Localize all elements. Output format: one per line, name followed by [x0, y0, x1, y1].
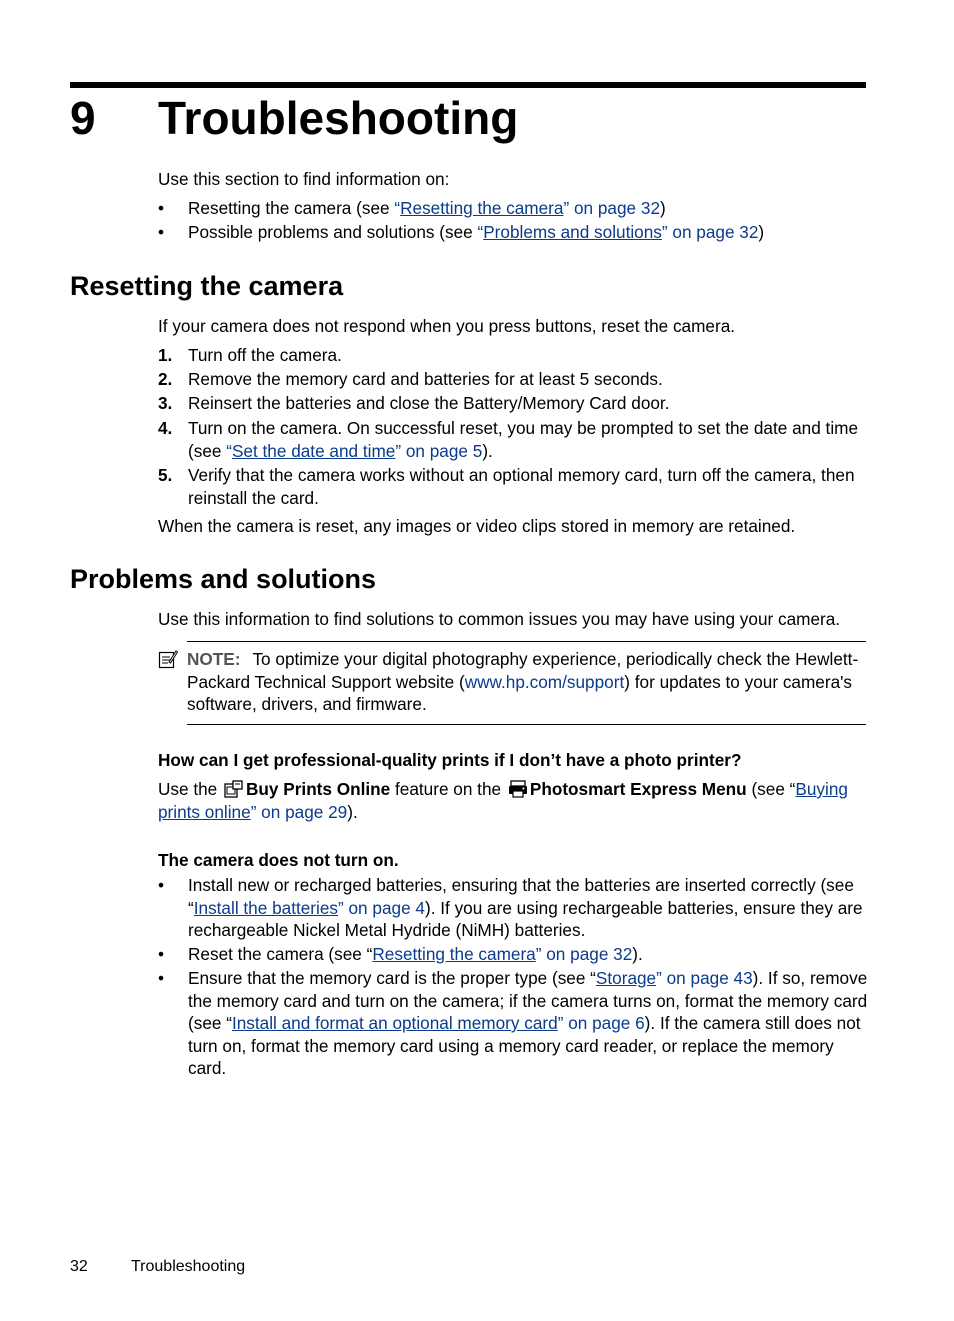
bullet: • [158, 968, 165, 988]
step-item: 4. Turn on the camera. On successful reset, you may be prompted to set the date and time (see “Set the date and time” on page 5). [158, 418, 859, 461]
link-install-format-card[interactable]: Install and format an optional memory card” on page 6 [231, 1013, 645, 1033]
note-bottom-rule [187, 724, 866, 725]
solution-item: • Ensure that the memory card is the proper type (see “Storage” on page 43). If so, remove the memory card and turn on the camera; if the camera turns on, format the memory card (see “Install and format an optional memory card” on page 6). If the camera still does not turn on, format the memory card using a memory card reader, or replace the memory card. [158, 968, 868, 1078]
bullet: • [158, 875, 165, 895]
reset-closing: When the camera is reset, any images or video clips stored in memory are retained. [158, 516, 796, 536]
note-box: NOTE: To optimize your digital photography experience, periodically check the Hewlett-Packard Technical Support website (www.hp.com/support) for updates to your camera's software, drivers, and firmware. [158, 641, 866, 725]
link-problems-solutions[interactable]: “Problems and solutions” on page 32 [477, 222, 759, 242]
bullet: • [158, 944, 165, 964]
chapter-top-rule [70, 82, 866, 88]
photosmart-express-icon [508, 780, 528, 798]
link-buying-prints[interactable]: Buying prints online” on page 29 [158, 779, 848, 822]
buy-prints-icon [224, 780, 244, 798]
reset-intro: If your camera does not respond when you press buttons, reset the camera. [158, 316, 736, 336]
question-heading-no-power: The camera does not turn on. [158, 850, 399, 870]
bullet: • [158, 198, 165, 218]
step-item: 3. Reinsert the batteries and close the Battery/Memory Card door. [158, 393, 670, 413]
footer-title: Troubleshooting [131, 1258, 246, 1275]
question-heading-prints: How can I get professional-quality prints if I don’t have a photo printer? [158, 750, 742, 770]
note-icon [158, 649, 178, 669]
intro-item: • Possible problems and solutions (see “Problems and solutions” on page 32) [158, 222, 765, 242]
intro-item: • Resetting the camera (see “Resetting the camera” on page 32) [158, 198, 666, 218]
section-heading-problems: Problems and solutions [70, 564, 377, 594]
prints-answer: Use the Buy Prints Online feature on the Photosmart Express Menu (see “Buying prints online” on page 29). [158, 779, 848, 822]
link-resetting-camera-2[interactable]: Resetting the camera” on page 32 [372, 944, 633, 964]
link-hp-support[interactable]: www.hp.com/support [464, 671, 625, 692]
section-heading-reset: Resetting the camera [70, 271, 344, 301]
link-set-date-time[interactable]: “Set the date and time” on page 5 [226, 440, 483, 461]
link-storage[interactable]: Storage” on page 43 [595, 968, 753, 988]
solution-item: • Install new or recharged batteries, ensuring that the batteries are inserted correctly (see “Install the batteries” on page 4). If you are using rechargeable batteries, ensure they are rechargeable Nickel Metal Hydride (NiMH) batteries. [158, 875, 863, 940]
step-item: 2. Remove the memory card and batteries for at least 5 seconds. [158, 369, 663, 389]
note-label: NOTE: [187, 649, 241, 669]
link-resetting-camera[interactable]: “Resetting the camera” on page 32 [394, 198, 660, 218]
bullet: • [158, 222, 165, 242]
problems-intro: Use this information to find solutions to common issues you may have using your camera. [158, 609, 841, 629]
intro-text: Use this section to find information on: [158, 169, 450, 189]
step-item: 5. Verify that the camera works without an optional memory card, turn off the camera, then reinstall the card. [158, 465, 855, 508]
step-item: 1. Turn off the camera. [158, 345, 342, 365]
link-install-batteries[interactable]: Install the batteries” on page 4 [193, 897, 425, 918]
chapter-title: Troubleshooting [158, 92, 519, 144]
solution-item: • Reset the camera (see “Resetting the camera” on page 32). [158, 944, 643, 964]
footer-page-number: 32 [70, 1258, 88, 1275]
chapter-number: 9 [70, 92, 96, 144]
